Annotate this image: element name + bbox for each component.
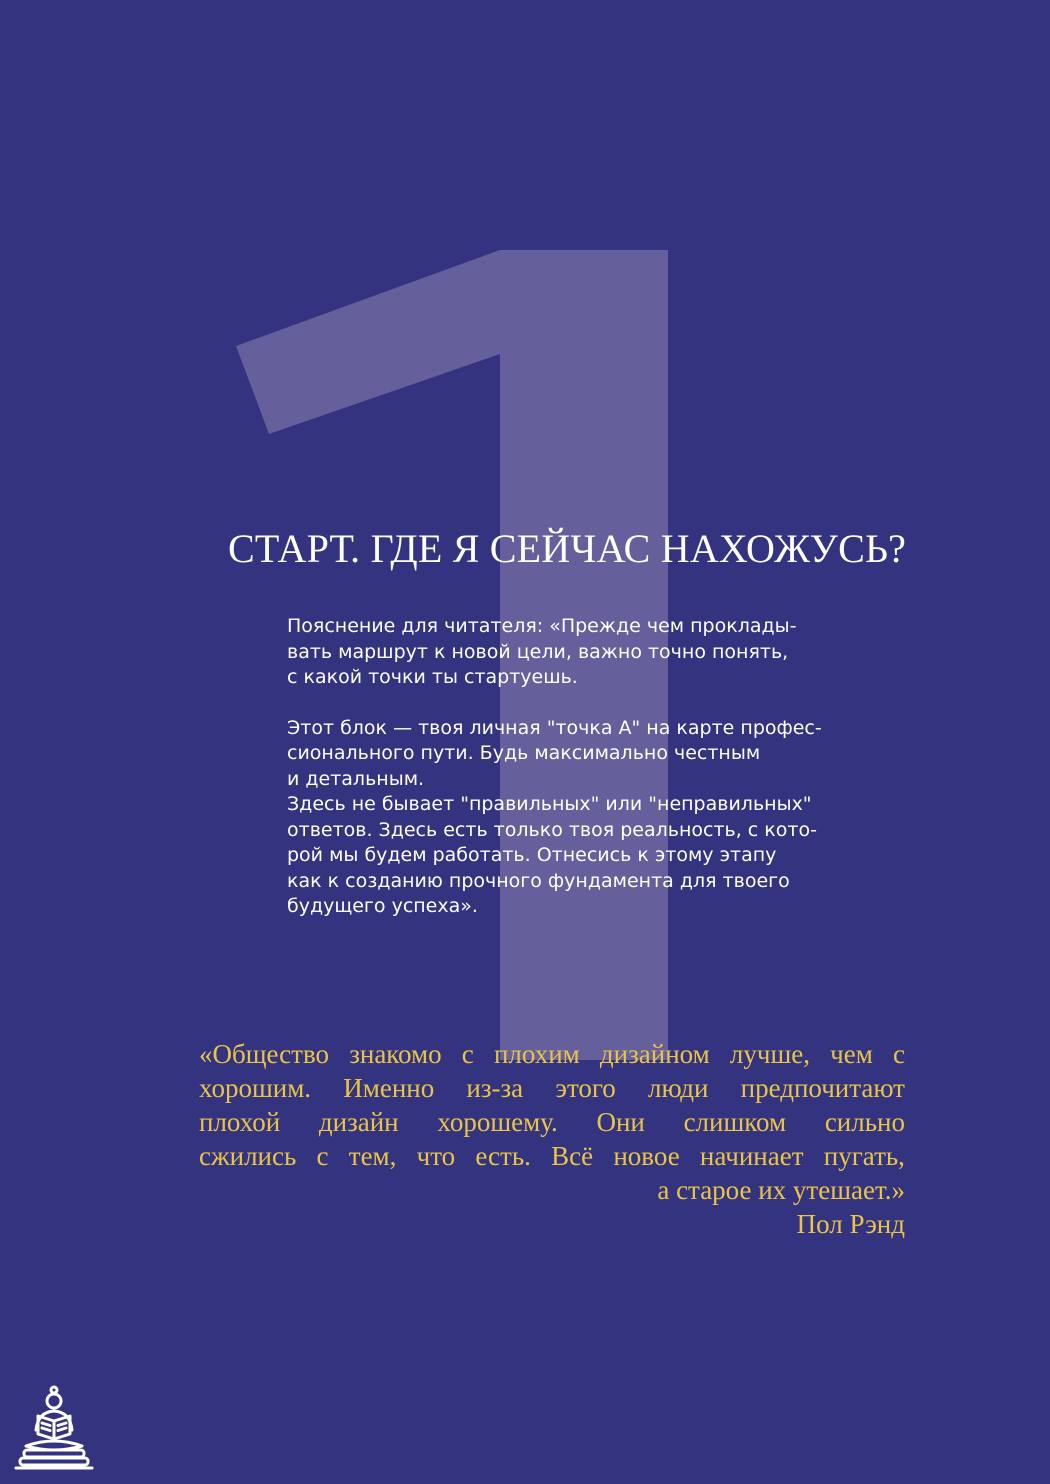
explanation-line: Пояснение для читателя: «Прежде чем проклады- [287,615,797,637]
quote-line [199,1037,905,1071]
quote-word: сильно [824,1107,905,1137]
quote-word: новое [613,1141,680,1171]
quote-last-line: а старое их утешает.» [657,1175,905,1205]
quote-word: есть. [475,1141,531,1171]
quote-word: лучше, [729,1039,810,1069]
explanation-line: будущего успеха». [287,895,478,917]
quote-word: Они [596,1107,645,1137]
explanation-block [287,614,907,920]
quote-word: Всё [551,1141,594,1171]
quote-word: этого [555,1073,616,1103]
quote-word: знакомо [349,1039,442,1069]
explanation-line: Этот блок — твоя личная "точка А" на карте профес- [287,716,822,739]
quote-word: с [892,1039,905,1069]
explanation-line: сионального пути. Будь максимально честным [287,742,761,764]
explanation-line: с какой точки ты стартуешь. [287,666,578,688]
quote-word: плохой [199,1107,281,1137]
quote-line [199,1139,905,1173]
quote-word: плохим [493,1039,580,1069]
explanation-line: ответов. Здесь есть только твоя реальность, с кото- [287,818,817,841]
quote-word: хорошему. [437,1107,558,1137]
quote-word: с [316,1141,329,1171]
quote-word: хорошим. [199,1073,312,1103]
quote-line [199,1105,905,1139]
quote-justified-lines [199,1037,905,1173]
quote-word: предпочитают [740,1073,905,1103]
quote-author: Пол Рэнд [796,1209,905,1239]
quote-word: начинает [699,1141,804,1171]
explanation-line: и детальным. [287,767,425,790]
quote-word: из-за [466,1073,524,1103]
quote-word: дизайн [318,1107,399,1137]
quote-word: «Общество [199,1039,330,1069]
explanation-line: Здесь не бывает "правильных" или "неправильных" [287,793,812,815]
explanation-line: как к созданию прочного фундамента для твоего [287,869,790,892]
quote-word: тем, [348,1141,397,1171]
quote-word: пугать, [823,1141,905,1171]
quote-line [199,1071,905,1105]
explanation-line: рой мы будем работать. Отнесись к этому этапу [287,844,777,866]
reading-person-logo-icon [14,1384,94,1474]
page-title: СТАРТ. ГДЕ Я СЕЙЧАС НАХОЖУСЬ? [228,526,907,571]
quote-word: Именно [343,1073,435,1103]
quote-word: сжились [199,1141,297,1171]
quote-word: с [461,1039,474,1069]
quote-word: дизайном [599,1039,710,1069]
quote-word: что [416,1141,456,1171]
explanation-line: вать маршрут к новой цели, важно точно понять, [287,640,789,663]
quote-word: чем [830,1039,873,1069]
paragraph-gap [287,691,907,716]
quote-word: люди [647,1073,709,1103]
quote-word: слишком [683,1107,787,1137]
quote-block [199,1037,905,1241]
